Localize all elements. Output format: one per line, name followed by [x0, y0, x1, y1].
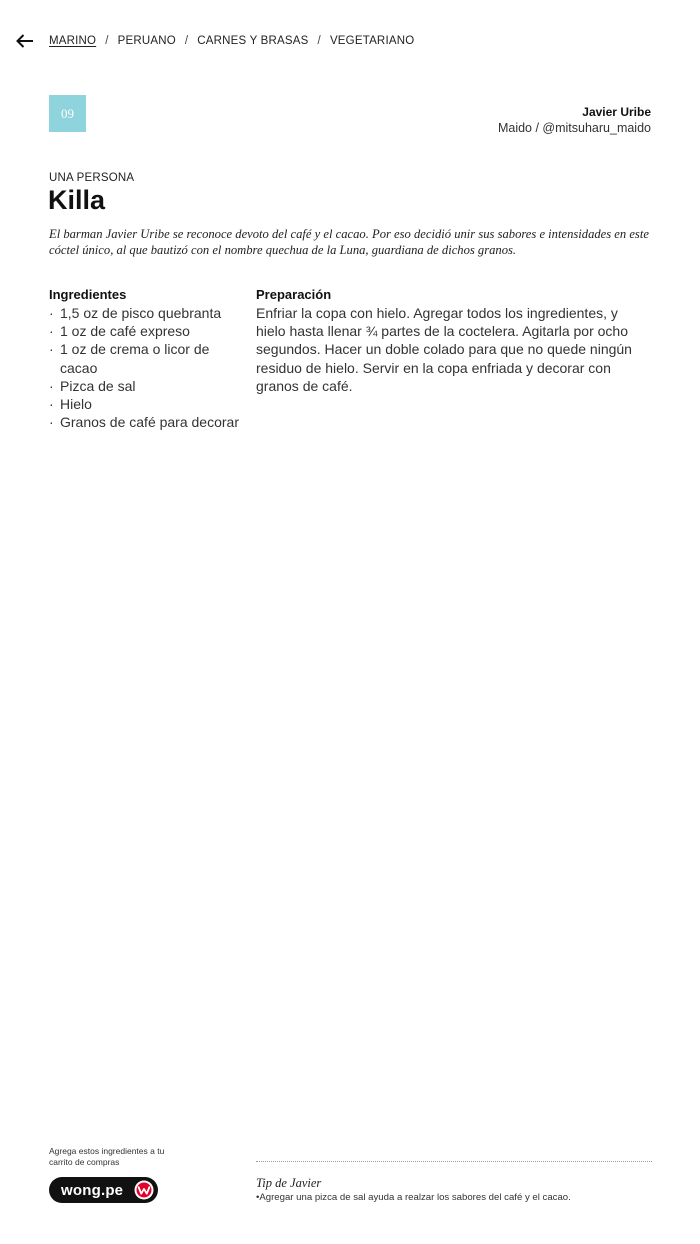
breadcrumb-separator: /	[105, 35, 109, 47]
ingredient-item: · Granos de café para decorar	[49, 413, 249, 431]
ingredients-heading: Ingredientes	[49, 287, 127, 302]
ingredients-list	[49, 304, 249, 431]
recipe-number-badge: 09	[49, 95, 86, 132]
author-block	[498, 105, 651, 135]
recipe-intro: El barman Javier Uribe se reconoce devoto del café y el cacao. Por eso decidió unir sus sabores e intensidades en este cóctel único, al que bautizó con el nombre quechua de la Luna, guardiana de dichos granos.	[49, 227, 649, 257]
nav-item-marino[interactable]: MARINO	[49, 35, 97, 47]
ingredient-item: · Hielo	[49, 395, 249, 413]
ingredient-item: · 1 oz de crema o licor de cacao	[49, 340, 249, 376]
tip-divider	[256, 1161, 652, 1162]
preparation-section	[256, 287, 646, 395]
ingredient-item: · Pizca de sal	[49, 377, 249, 395]
wong-logo-icon	[134, 1180, 154, 1200]
author-handle: Maido / @mitsuharu_maido	[497, 121, 651, 135]
breadcrumb-separator: /	[317, 35, 321, 47]
arrow-left-icon[interactable]	[16, 34, 34, 48]
cart-note: Agrega estos ingredientes a tu carrito de compras	[49, 1146, 165, 1167]
author-name: Javier Uribe	[582, 105, 651, 119]
wong-cart-button[interactable]	[49, 1177, 158, 1203]
tip-title: Tip de Javier	[256, 1176, 322, 1190]
servings-label: UNA PERSONA	[49, 172, 135, 184]
ingredients-section	[49, 287, 249, 431]
ingredient-item: · 1 oz de café expreso	[49, 322, 249, 340]
wong-button-label: wong.pe	[61, 1181, 124, 1199]
nav-item-vegetariano[interactable]: VEGETARIANO	[329, 35, 415, 47]
preparation-heading: Preparación	[256, 287, 332, 302]
recipe-title: Killa	[48, 185, 106, 215]
breadcrumb-separator: /	[184, 35, 189, 47]
category-nav	[16, 31, 414, 51]
nav-item-carnes-y-brasas[interactable]: CARNES Y BRASAS	[197, 35, 309, 47]
preparation-text: Enfriar la copa con hielo. Agregar todos los ingredientes, y hielo hasta llenar ¾ partes de la coctelera. Agitarla por ocho segundos. Hacer un doble colado para que no quede ningún residuo de hielo. Servir en la copa enfriada y decorar con granos de café.	[256, 305, 632, 394]
nav-item-peruano[interactable]: PERUANO	[117, 35, 176, 47]
tip-text: •Agregar una pizca de sal ayuda a realzar los sabores del café y el cacao.	[256, 1192, 571, 1203]
breadcrumb	[49, 35, 414, 47]
ingredient-item: · 1,5 oz de pisco quebranta	[49, 304, 249, 322]
